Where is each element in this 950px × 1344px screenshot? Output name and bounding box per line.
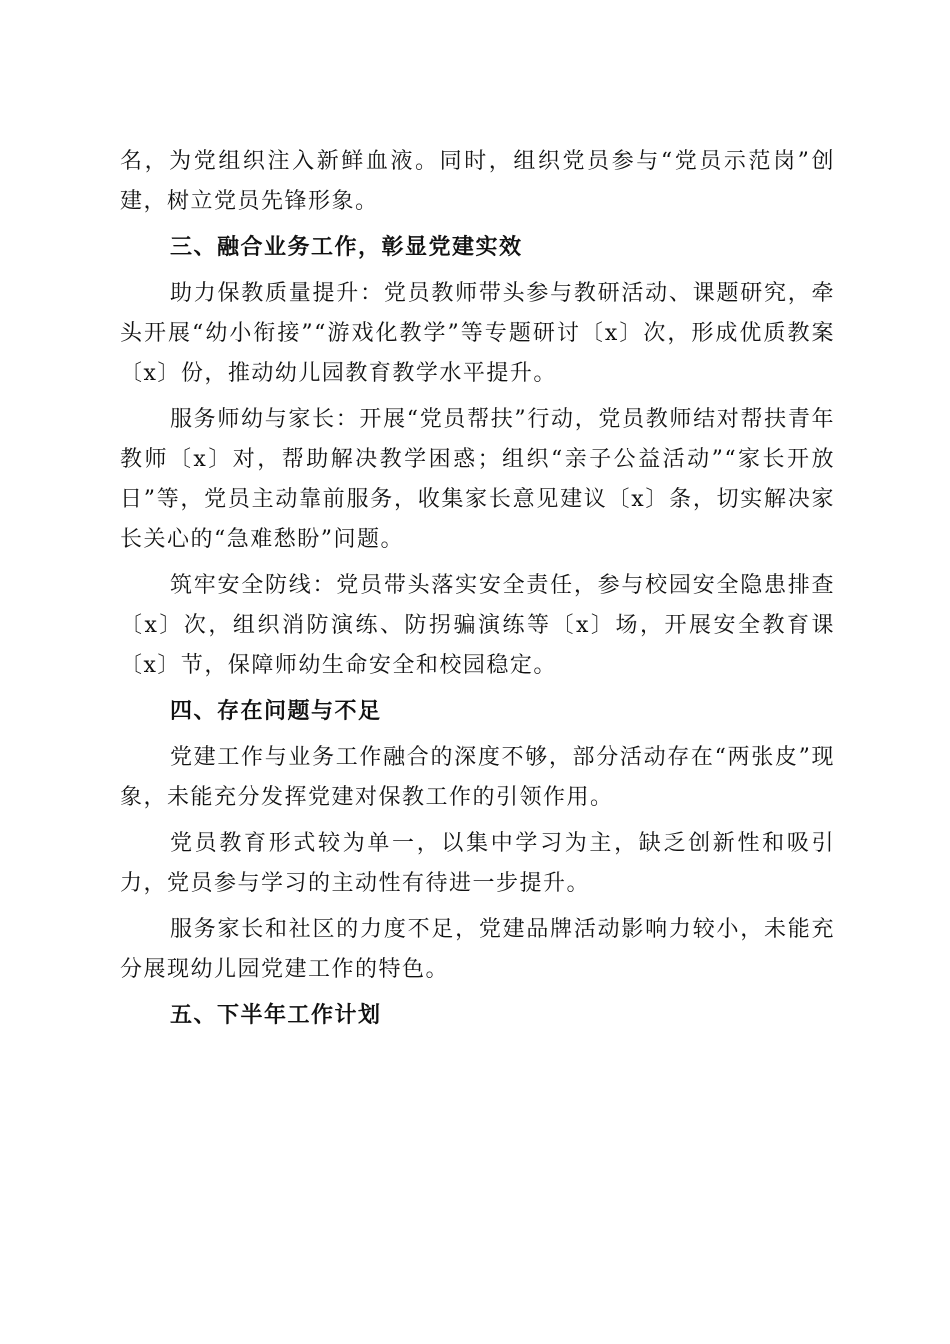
paragraph-continued: 名，为党组织注入新鲜血液。同时，组织党员参与“党员示范岗”创建，树立党员先锋形象。 xyxy=(120,149,835,214)
paragraph-service: 服务师幼与家长：开展“党员帮扶”行动，党员教师结对帮扶青年教师〔x〕对，帮助解决教学困惑；组织“亲子公益活动”“家长开放日”等，党员主动靠前服务，收集家长意见建议〔x〕条，切实解决家长关心的“急难愁盼”问题。 xyxy=(120,407,835,552)
document-body xyxy=(120,142,835,1042)
paragraph-problem-3: 服务家长和社区的力度不足，党建品牌活动影响力较小，未能充分展现幼儿园党建工作的特色。 xyxy=(120,917,835,982)
paragraph-safety: 筑牢安全防线：党员带头落实安全责任，参与校园安全隐患排查〔x〕次，组织消防演练、防拐骗演练等〔x〕场，开展安全教育课〔x〕节，保障师幼生命安全和校园稳定。 xyxy=(120,573,835,678)
paragraph-teaching-quality: 助力保教质量提升：党员教师带头参与教研活动、课题研究，牵头开展“幼小衔接”“游戏化教学”等专题研讨〔x〕次，形成优质教案〔x〕份，推动幼儿园教育教学水平提升。 xyxy=(120,281,835,386)
paragraph-problem-1: 党建工作与业务工作融合的深度不够，部分活动存在“两张皮”现象，未能充分发挥党建对保教工作的引领作用。 xyxy=(120,745,835,810)
section-heading-3: 三、融合业务工作，彰显党建实效 xyxy=(170,235,523,260)
paragraph-problem-2: 党员教育形式较为单一，以集中学习为主，缺乏创新性和吸引力，党员参与学习的主动性有待进一步提升。 xyxy=(120,831,835,896)
section-heading-4: 四、存在问题与不足 xyxy=(170,699,382,724)
section-heading-5: 五、下半年工作计划 xyxy=(170,1003,382,1028)
